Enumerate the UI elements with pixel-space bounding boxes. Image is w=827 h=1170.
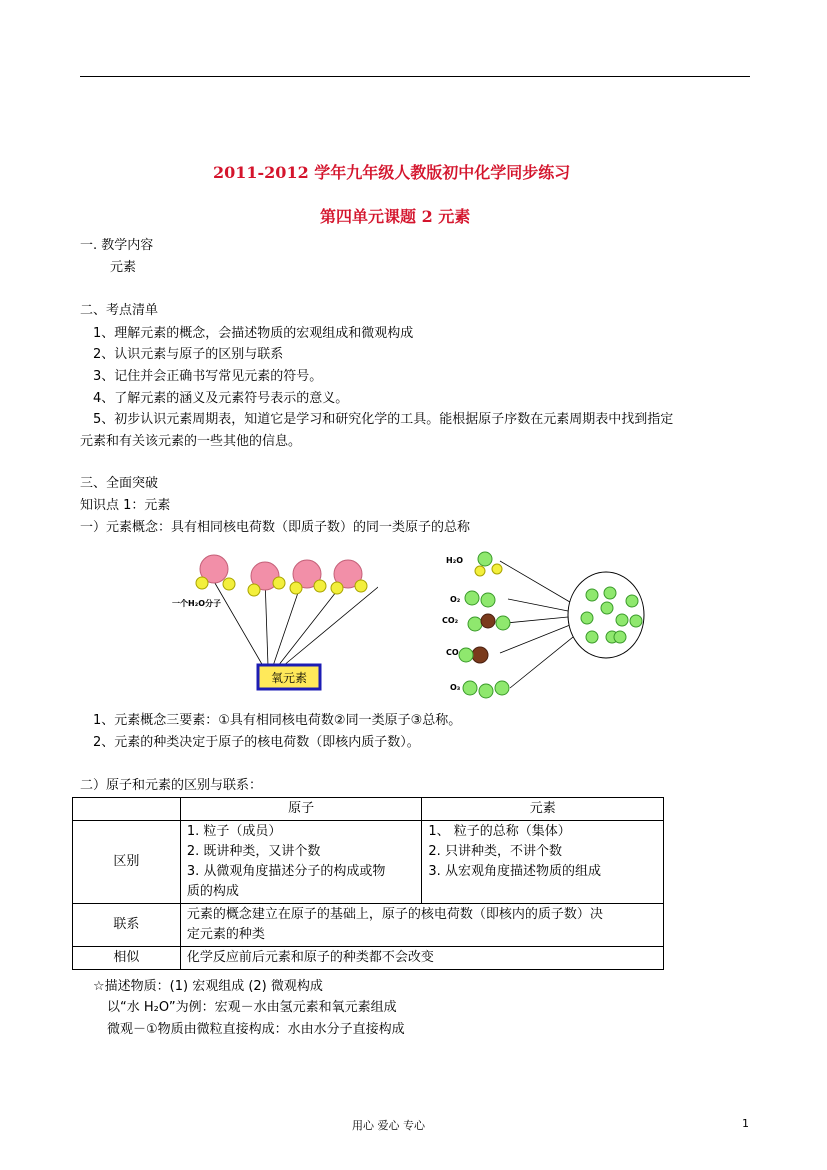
cell-line: 2. 只讲种类，不讲个数 <box>428 844 562 859</box>
document-subtitle: 第四单元课题 2 元素 <box>320 207 471 226</box>
table-row <box>73 904 664 947</box>
row-label: 区别 <box>73 821 181 904</box>
table-header: 元素 <box>422 798 664 821</box>
cell-line: 元素的概念建立在原子的基础上，原子的核电荷数（即核内的质子数）决 <box>186 907 603 922</box>
row-label: 联系 <box>73 904 181 947</box>
footer-motto: 用心 爱心 专心 <box>352 1119 425 1132</box>
oxygen-compounds-figure <box>440 545 680 705</box>
water-molecule-figure <box>168 548 378 698</box>
header-rule <box>80 76 750 77</box>
molecule-label: CO₂ <box>442 616 459 625</box>
table-cell: 化学反应前后元素和原子的种类都不会改变 <box>180 947 663 970</box>
cell-line: 1. 粒子（成员） <box>186 824 282 839</box>
key-point: 2、元素的种类决定于原子的核电荷数（即核内质子数）。 <box>93 735 420 750</box>
section-heading: 三、全面突破 <box>80 476 159 491</box>
cell-line: 2. 既讲种类，又讲个数 <box>186 844 321 859</box>
molecule-label: O₂ <box>450 595 461 604</box>
knowledge-point: 知识点 1：元素 <box>80 498 171 513</box>
definition-text: 一）元素概念：具有相同核电荷数（即质子数）的同一类原子的总称 <box>80 520 471 535</box>
table-cell <box>180 904 663 947</box>
h2o-molecule-label: 一个H₂O分子 <box>172 599 221 608</box>
molecule-label: O₃ <box>450 683 461 692</box>
cell-line: 定元素的种类 <box>186 927 265 942</box>
list-item: 元素和有关该元素的一些其他的信息。 <box>80 434 302 449</box>
table-cell <box>422 821 664 904</box>
section-heading: 一. 教学内容 <box>80 238 154 253</box>
note-text: 以“水 H₂O”为例：宏观－水由氢元素和氧元素组成 <box>107 1000 397 1015</box>
table-row <box>73 821 664 904</box>
cell-line: 3. 从宏观角度描述物质的组成 <box>428 864 601 879</box>
list-item: 2、认识元素与原子的区别与联系 <box>93 347 284 362</box>
atom-element-comparison-table <box>72 797 664 970</box>
document-title: 2011-2012 学年九年级人教版初中化学同步练习 <box>213 163 571 182</box>
list-item: 3、记住并会正确书写常见元素的符号。 <box>93 369 323 384</box>
list-item: 1、理解元素的概念，会描述物质的宏观组成和微观构成 <box>93 326 414 341</box>
key-point: 1、元素概念三要素：①具有相同核电荷数②同一类原子③总称。 <box>93 713 462 728</box>
note-text: ☆描述物质：(1) 宏观组成 (2) 微观构成 <box>93 979 323 994</box>
oxygen-element-box: 氧元素 <box>270 671 308 685</box>
molecule-label: H₂O <box>446 556 463 565</box>
section-heading: 二、考点清单 <box>80 303 159 318</box>
list-item: 5、初步认识元素周期表，知道它是学习和研究化学的工具。能根据原子序数在元素周期表中找到指定 <box>93 412 674 427</box>
page-number: 1 <box>742 1117 749 1130</box>
note-text: 微观－①物质由微粒直接构成：水由水分子直接构成 <box>107 1022 405 1037</box>
molecule-label: CO <box>446 648 459 657</box>
table-cell <box>180 821 422 904</box>
table-row <box>73 947 664 970</box>
cell-line: 质的构成 <box>186 884 239 899</box>
section-heading: 二）原子和元素的区别与联系： <box>80 778 263 793</box>
table-row <box>73 798 664 821</box>
list-item: 4、了解元素的涵义及元素符号表示的意义。 <box>93 391 349 406</box>
row-label: 相似 <box>73 947 181 970</box>
section-text: 元素 <box>110 260 137 275</box>
table-header: 原子 <box>180 798 422 821</box>
cell-line: 3. 从微观角度描述分子的构成或物 <box>186 864 386 879</box>
cell-line: 1、 粒子的总称（集体） <box>428 824 571 839</box>
